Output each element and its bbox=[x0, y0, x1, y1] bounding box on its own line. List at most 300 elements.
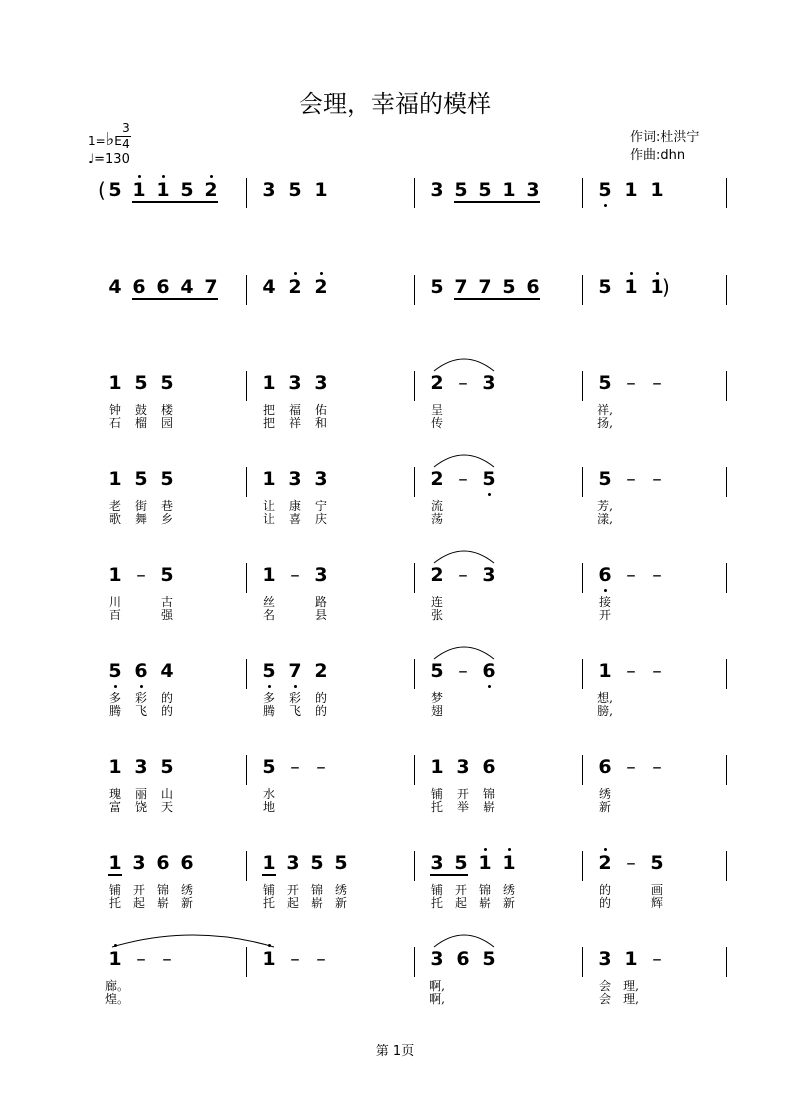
lyric-syllable: 锦 bbox=[478, 883, 491, 897]
barline bbox=[246, 755, 247, 785]
lyric-syllable: 庆 bbox=[314, 512, 327, 526]
lyric-syllable: 开 bbox=[132, 883, 145, 897]
note: 5 bbox=[108, 179, 122, 201]
lyricist-credit: 作词:杜洪宁 bbox=[630, 130, 700, 145]
dash-note: – bbox=[652, 660, 662, 682]
underline-beam bbox=[262, 874, 276, 876]
note: 5 bbox=[454, 852, 468, 874]
lyric-syllable: 绣 bbox=[598, 787, 611, 801]
high-octave-dot bbox=[484, 848, 487, 851]
note: 1 bbox=[624, 276, 638, 298]
lyric-syllable: 锦 bbox=[156, 883, 169, 897]
lyric-syllable: 绣 bbox=[180, 883, 193, 897]
barline bbox=[582, 659, 583, 689]
note: 1 bbox=[262, 372, 276, 394]
time-signature bbox=[121, 121, 131, 152]
note: 3 bbox=[456, 756, 470, 778]
composer-credit: 作曲:dhn bbox=[630, 148, 686, 163]
lyric-syllable: 啊, bbox=[429, 992, 445, 1006]
note: 5 bbox=[160, 468, 174, 490]
note: 6 bbox=[482, 756, 496, 778]
lyric-syllable: 地 bbox=[262, 800, 275, 814]
lyric-syllable: 崭 bbox=[478, 896, 491, 910]
note: 5 bbox=[160, 372, 174, 394]
note: 3 bbox=[288, 372, 302, 394]
lyric-syllable: 开 bbox=[598, 608, 611, 622]
time-signature-bottom: 4 bbox=[122, 137, 130, 151]
barline bbox=[726, 371, 727, 401]
barline bbox=[726, 755, 727, 785]
lyric-syllable: 想, bbox=[597, 691, 613, 705]
slur-arc bbox=[434, 545, 494, 565]
note: 5 bbox=[262, 660, 276, 682]
low-octave-dot bbox=[488, 685, 491, 688]
slur-arc bbox=[434, 929, 494, 949]
lyric-syllable: 的 bbox=[160, 691, 173, 705]
barline bbox=[726, 275, 727, 305]
note: 5 bbox=[598, 372, 612, 394]
note: 6 bbox=[180, 852, 194, 874]
dash-note: – bbox=[626, 852, 636, 874]
lyric-syllable: 巷 bbox=[160, 499, 173, 513]
note: 2 bbox=[204, 179, 218, 201]
note: 1 bbox=[108, 756, 122, 778]
page-number: 第 1页 bbox=[375, 1044, 415, 1059]
note: 3 bbox=[482, 372, 496, 394]
lyric-syllable: 的 bbox=[598, 883, 611, 897]
lyric-syllable: 飞 bbox=[134, 704, 147, 718]
dash-note: – bbox=[136, 564, 146, 586]
lyric-syllable: 饶 bbox=[134, 800, 147, 814]
underline-beam bbox=[108, 874, 122, 876]
key-note: E bbox=[114, 134, 122, 148]
lyric-syllable: 丽 bbox=[134, 787, 147, 801]
dash-note: – bbox=[162, 948, 172, 970]
lyric-syllable: 路 bbox=[314, 595, 327, 609]
note: 1 bbox=[430, 756, 444, 778]
underline-beam bbox=[454, 298, 540, 300]
barline bbox=[246, 851, 247, 881]
lyric-syllable: 梦 bbox=[430, 691, 443, 705]
note: 6 bbox=[598, 756, 612, 778]
barline bbox=[582, 178, 583, 208]
note: 1 bbox=[262, 468, 276, 490]
lyric-syllable: 让 bbox=[262, 512, 275, 526]
low-octave-dot bbox=[604, 589, 607, 592]
note: 1 bbox=[108, 372, 122, 394]
note: 5 bbox=[160, 564, 174, 586]
note: 1 bbox=[598, 660, 612, 682]
underline-beam bbox=[454, 201, 540, 203]
lyric-syllable: 祥 bbox=[288, 416, 301, 430]
note: 6 bbox=[156, 276, 170, 298]
dash-note: – bbox=[626, 660, 636, 682]
lyric-syllable: 乡 bbox=[160, 512, 173, 526]
lyric-syllable: 山 bbox=[160, 787, 173, 801]
lyric-syllable: 会 bbox=[598, 979, 611, 993]
lyric-syllable: 腾 bbox=[108, 704, 121, 718]
dash-note: – bbox=[652, 948, 662, 970]
barline bbox=[582, 947, 583, 977]
dash-note: – bbox=[652, 372, 662, 394]
lyric-syllable: 铺 bbox=[108, 883, 121, 897]
note: 1 bbox=[108, 948, 122, 970]
note: 7 bbox=[204, 276, 218, 298]
note: 6 bbox=[456, 948, 470, 970]
note: 4 bbox=[180, 276, 194, 298]
note: 1 bbox=[262, 852, 276, 874]
lyric-syllable: 让 bbox=[262, 499, 275, 513]
lyric-syllable: 把 bbox=[262, 403, 275, 417]
lyric-syllable: 传 bbox=[430, 416, 443, 430]
lyric-syllable: 古 bbox=[160, 595, 173, 609]
dash-note: – bbox=[290, 948, 300, 970]
note: 2 bbox=[598, 852, 612, 874]
note: 5 bbox=[334, 852, 348, 874]
paren-open: ( bbox=[98, 178, 106, 202]
high-octave-dot bbox=[508, 848, 511, 851]
dash-note: – bbox=[458, 372, 468, 394]
note: 5 bbox=[482, 948, 496, 970]
lyric-syllable: 飞 bbox=[288, 704, 301, 718]
note: 7 bbox=[478, 276, 492, 298]
lyric-syllable: 锦 bbox=[310, 883, 323, 897]
lyric-syllable: 会 bbox=[598, 992, 611, 1006]
lyric-syllable: 起 bbox=[454, 896, 467, 910]
low-octave-dot bbox=[294, 685, 297, 688]
lyric-syllable: 富 bbox=[108, 800, 121, 814]
lyric-syllable: 呈 bbox=[430, 403, 443, 417]
lyric-syllable: 新 bbox=[598, 800, 611, 814]
barline bbox=[726, 659, 727, 689]
barline bbox=[414, 947, 415, 977]
lyric-syllable: 名 bbox=[262, 608, 275, 622]
note: 7 bbox=[288, 660, 302, 682]
note: 5 bbox=[160, 756, 174, 778]
barline bbox=[246, 563, 247, 593]
note: 3 bbox=[482, 564, 496, 586]
note: 5 bbox=[598, 468, 612, 490]
dash-note: – bbox=[652, 564, 662, 586]
lyric-syllable: 把 bbox=[262, 416, 275, 430]
lyric-syllable: 水 bbox=[262, 787, 275, 801]
lyric-syllable: 扬, bbox=[597, 416, 613, 430]
lyric-syllable: 县 bbox=[314, 608, 327, 622]
high-octave-dot bbox=[162, 175, 165, 178]
note: 5 bbox=[454, 179, 468, 201]
slur-arc bbox=[434, 353, 494, 373]
dash-note: – bbox=[316, 756, 326, 778]
lyric-syllable: 的 bbox=[314, 704, 327, 718]
note: 5 bbox=[134, 372, 148, 394]
high-octave-dot bbox=[138, 175, 141, 178]
note: 5 bbox=[430, 660, 444, 682]
note: 5 bbox=[108, 660, 122, 682]
lyric-syllable: 崭 bbox=[310, 896, 323, 910]
barline bbox=[726, 178, 727, 208]
note: 1 bbox=[156, 179, 170, 201]
lyric-syllable: 啊, bbox=[429, 979, 445, 993]
lyric-syllable: 福 bbox=[288, 403, 301, 417]
barline bbox=[246, 178, 247, 208]
note: 3 bbox=[314, 468, 328, 490]
lyric-syllable: 宁 bbox=[314, 499, 327, 513]
lyric-syllable: 钟 bbox=[108, 403, 121, 417]
dash-note: – bbox=[626, 372, 636, 394]
lyric-syllable: 彩 bbox=[288, 691, 301, 705]
note: 3 bbox=[262, 179, 276, 201]
note: 4 bbox=[108, 276, 122, 298]
barline bbox=[246, 467, 247, 497]
lyric-syllable: 新 bbox=[502, 896, 515, 910]
note: 5 bbox=[288, 179, 302, 201]
lyric-syllable: 新 bbox=[334, 896, 347, 910]
time-signature-top: 3 bbox=[122, 121, 130, 135]
key-signature bbox=[88, 129, 122, 150]
barline bbox=[582, 467, 583, 497]
barline bbox=[726, 467, 727, 497]
dash-note: – bbox=[652, 468, 662, 490]
note: 1 bbox=[314, 179, 328, 201]
note: 6 bbox=[526, 276, 540, 298]
lyric-syllable: 托 bbox=[430, 800, 443, 814]
barline bbox=[414, 467, 415, 497]
barline bbox=[582, 851, 583, 881]
slur-arc bbox=[434, 449, 494, 469]
dash-note: – bbox=[626, 756, 636, 778]
note: 2 bbox=[288, 276, 302, 298]
lyric-syllable: 起 bbox=[132, 896, 145, 910]
lyric-syllable: 的 bbox=[160, 704, 173, 718]
note: 6 bbox=[598, 564, 612, 586]
high-octave-dot bbox=[630, 272, 633, 275]
low-octave-dot bbox=[604, 204, 607, 207]
barline bbox=[582, 275, 583, 305]
note: 2 bbox=[430, 468, 444, 490]
barline bbox=[246, 371, 247, 401]
note: 1 bbox=[624, 179, 638, 201]
low-octave-dot bbox=[268, 685, 271, 688]
note: 5 bbox=[134, 468, 148, 490]
lyric-syllable: 天 bbox=[160, 800, 173, 814]
underline-beam bbox=[132, 298, 218, 300]
note: 1 bbox=[650, 179, 664, 201]
lyric-syllable: 绣 bbox=[502, 883, 515, 897]
lyric-syllable: 连 bbox=[430, 595, 443, 609]
lyric-syllable: 画 bbox=[650, 883, 663, 897]
lyric-syllable: 流 bbox=[430, 499, 443, 513]
barline bbox=[414, 371, 415, 401]
dash-note: – bbox=[458, 468, 468, 490]
note: 1 bbox=[108, 852, 122, 874]
note: 3 bbox=[288, 468, 302, 490]
lyric-syllable: 托 bbox=[108, 896, 121, 910]
lyric-syllable: 新 bbox=[180, 896, 193, 910]
note: 5 bbox=[598, 179, 612, 201]
lyric-syllable: 举 bbox=[456, 800, 469, 814]
lyric-syllable: 接 bbox=[598, 595, 611, 609]
note: 3 bbox=[286, 852, 300, 874]
note: 6 bbox=[156, 852, 170, 874]
paren-close: ) bbox=[662, 275, 670, 299]
lyric-syllable: 丝 bbox=[262, 595, 275, 609]
barline bbox=[726, 947, 727, 977]
note: 1 bbox=[132, 179, 146, 201]
lyric-syllable: 托 bbox=[262, 896, 275, 910]
barline bbox=[246, 947, 247, 977]
note: 3 bbox=[430, 179, 444, 201]
lyric-syllable: 辉 bbox=[650, 896, 663, 910]
note: 1 bbox=[262, 948, 276, 970]
note: 1 bbox=[478, 852, 492, 874]
note: 5 bbox=[310, 852, 324, 874]
dash-note: – bbox=[290, 564, 300, 586]
lyric-syllable: 瑰 bbox=[108, 787, 121, 801]
lyric-syllable: 荡 bbox=[430, 512, 443, 526]
barline bbox=[582, 371, 583, 401]
slur-arc bbox=[112, 929, 274, 949]
note: 1 bbox=[502, 852, 516, 874]
high-octave-dot bbox=[210, 175, 213, 178]
lyric-syllable: 多 bbox=[108, 691, 121, 705]
lyric-syllable: 舞 bbox=[134, 512, 147, 526]
lyric-syllable: 铺 bbox=[430, 883, 443, 897]
dash-note: – bbox=[316, 948, 326, 970]
lyric-syllable: 腾 bbox=[262, 704, 275, 718]
lyric-syllable: 锦 bbox=[482, 787, 495, 801]
note: 5 bbox=[430, 276, 444, 298]
note: 2 bbox=[314, 660, 328, 682]
lyric-syllable: 张 bbox=[430, 608, 443, 622]
key-prefix: 1= bbox=[88, 134, 106, 148]
lyric-syllable: 彩 bbox=[134, 691, 147, 705]
note: 4 bbox=[262, 276, 276, 298]
note: 5 bbox=[598, 276, 612, 298]
note: 3 bbox=[132, 852, 146, 874]
lyric-syllable: 理, bbox=[623, 992, 639, 1006]
note: 5 bbox=[180, 179, 194, 201]
dash-note: – bbox=[458, 564, 468, 586]
lyric-syllable: 的 bbox=[598, 896, 611, 910]
flat-icon: ♭ bbox=[105, 129, 115, 150]
barline bbox=[246, 275, 247, 305]
note: 5 bbox=[478, 179, 492, 201]
note: 3 bbox=[314, 564, 328, 586]
note: 3 bbox=[598, 948, 612, 970]
low-octave-dot bbox=[140, 685, 143, 688]
lyric-syllable: 百 bbox=[108, 608, 121, 622]
lyric-syllable: 祥, bbox=[597, 403, 613, 417]
note: 1 bbox=[262, 564, 276, 586]
song-title: 会理，幸福的模样 bbox=[299, 90, 491, 118]
lyric-syllable: 园 bbox=[160, 416, 173, 430]
lyric-syllable: 开 bbox=[286, 883, 299, 897]
note: 5 bbox=[502, 276, 516, 298]
lyric-syllable: 的 bbox=[314, 691, 327, 705]
barline bbox=[414, 275, 415, 305]
lyric-syllable: 开 bbox=[456, 787, 469, 801]
note: 6 bbox=[132, 276, 146, 298]
high-octave-dot bbox=[656, 272, 659, 275]
note: 6 bbox=[134, 660, 148, 682]
barline bbox=[246, 659, 247, 689]
note: 1 bbox=[108, 564, 122, 586]
note: 3 bbox=[430, 852, 444, 874]
lyric-syllable: 佑 bbox=[314, 403, 327, 417]
note: 6 bbox=[482, 660, 496, 682]
dash-note: – bbox=[626, 564, 636, 586]
high-octave-dot bbox=[320, 272, 323, 275]
lyric-syllable: 和 bbox=[314, 416, 327, 430]
high-octave-dot bbox=[294, 272, 297, 275]
dash-note: – bbox=[290, 756, 300, 778]
high-octave-dot bbox=[604, 848, 607, 851]
lyric-syllable: 铺 bbox=[430, 787, 443, 801]
lyric-syllable: 托 bbox=[430, 896, 443, 910]
note: 1 bbox=[650, 276, 664, 298]
note: 2 bbox=[314, 276, 328, 298]
note: 3 bbox=[526, 179, 540, 201]
lyric-syllable: 起 bbox=[286, 896, 299, 910]
dash-note: – bbox=[458, 660, 468, 682]
lyric-syllable: 开 bbox=[454, 883, 467, 897]
lyric-syllable: 歌 bbox=[108, 512, 121, 526]
note: 7 bbox=[454, 276, 468, 298]
underline-beam bbox=[132, 201, 218, 203]
low-octave-dot bbox=[114, 685, 117, 688]
note: 1 bbox=[108, 468, 122, 490]
lyric-syllable: 多 bbox=[262, 691, 275, 705]
low-octave-dot bbox=[488, 493, 491, 496]
lyric-syllable: 鼓 bbox=[134, 403, 147, 417]
barline bbox=[414, 178, 415, 208]
note: 2 bbox=[430, 372, 444, 394]
barline bbox=[726, 563, 727, 593]
lyric-syllable: 漾, bbox=[597, 512, 613, 526]
note: 3 bbox=[430, 948, 444, 970]
lyric-syllable: 康 bbox=[288, 499, 301, 513]
lyric-syllable: 崭 bbox=[156, 896, 169, 910]
slur-arc bbox=[434, 641, 494, 661]
underline-beam bbox=[430, 874, 468, 876]
dash-note: – bbox=[626, 468, 636, 490]
lyric-syllable: 街 bbox=[134, 499, 147, 513]
dash-note: – bbox=[136, 948, 146, 970]
lyric-syllable: 廊。 bbox=[105, 979, 130, 993]
lyric-syllable: 翅 bbox=[430, 704, 443, 718]
lyric-syllable: 崭 bbox=[482, 800, 495, 814]
note: 1 bbox=[502, 179, 516, 201]
barline bbox=[582, 755, 583, 785]
barline bbox=[414, 659, 415, 689]
note: 1 bbox=[624, 948, 638, 970]
barline bbox=[582, 563, 583, 593]
lyric-syllable: 川 bbox=[108, 595, 121, 609]
note: 5 bbox=[262, 756, 276, 778]
note: 4 bbox=[160, 660, 174, 682]
lyric-syllable: 理, bbox=[623, 979, 639, 993]
note: 3 bbox=[134, 756, 148, 778]
lyric-syllable: 石 bbox=[108, 416, 121, 430]
lyric-syllable: 楼 bbox=[160, 403, 173, 417]
note: 2 bbox=[430, 564, 444, 586]
barline bbox=[726, 851, 727, 881]
barline bbox=[414, 851, 415, 881]
lyric-syllable: 煌。 bbox=[105, 992, 130, 1006]
dash-note: – bbox=[652, 756, 662, 778]
lyric-syllable: 芳, bbox=[597, 499, 613, 513]
tempo-marking bbox=[88, 152, 130, 167]
